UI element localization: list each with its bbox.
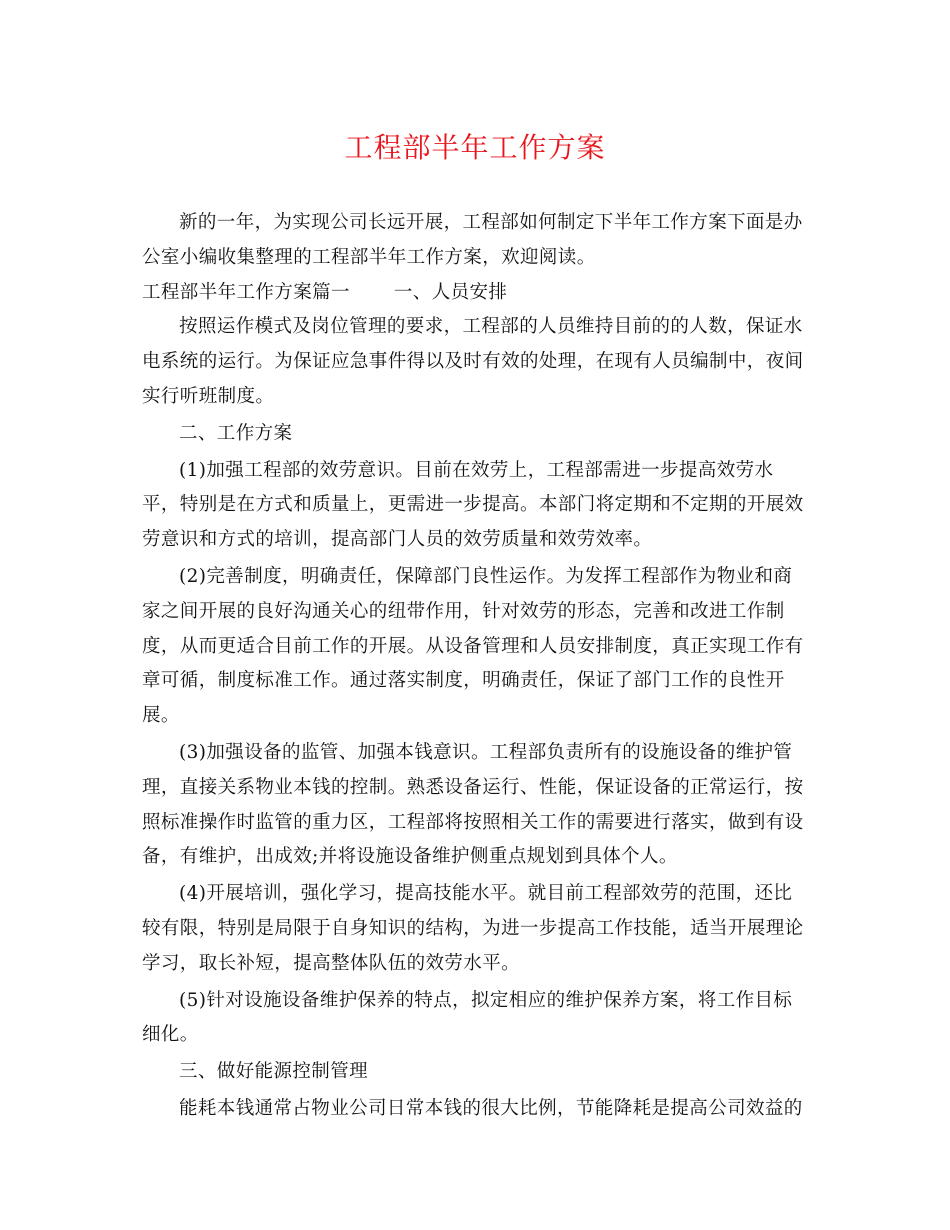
paragraph-item-5: (5)针对设施设备维护保养的特点，拟定相应的维护保养方案，将工作目标细化。	[142, 989, 793, 1046]
document-body	[142, 206, 810, 1127]
paragraph-item-2: (2)完善制度，明确责任，保障部门良性运作。为发挥工程部作为物业和商家之间开展的良好沟通关心的纽带作用，针对效劳的形态，完善和改进工作制度，从而更适合目前工作的开展。从设备管理和人员安排制度，真正实现工作有章可循，制度标准工作。通过落实制度，明确责任，保证了部门工作的良性开展。	[142, 565, 804, 727]
intro-paragraph: 新的一年，为实现公司长远开展，工程部如何制定下半年工作方案下面是办公室小编收集整理的工程部半年工作方案，欢迎阅读。	[142, 212, 803, 268]
section-heading-line	[142, 276, 810, 311]
paragraph-energy: 能耗本钱通常占物业公司日常本钱的很大比例，节能降耗是提高公司效益的	[179, 1097, 803, 1119]
paragraph-item-3: (3)加强设备的监管、加强本钱意识。工程部负责所有的设施设备的维护管理，直接关系物业本钱的控制。熟悉设备运行、性能，保证设备的正常运行，按照标准操作时监管的重力区，工程部将按照相关工作的需要进行落实，做到有设备，有维护，出成效;并将设施设备维护侧重点规划到具体个人。	[142, 741, 804, 868]
article-subtitle: 工程部半年工作方案篇一	[142, 281, 350, 303]
paragraph-item-4: (4)开展培训，强化学习，提高技能水平。就目前工程部效劳的范围，还比较有限，特别是局限于自身知识的结构，为进一步提高工作技能，适当开展理论学习，取长补短，提高整体队伍的效劳水平。	[142, 883, 804, 974]
section-heading-work-plan: 二、工作方案	[179, 422, 293, 444]
paragraph-staffing: 按照运作模式及岗位管理的要求，工程部的人员维持目前的的人数，保证水电系统的运行。为保证应急事件得以及时有效的处理，在现有人员编制中，夜间实行听班制度。	[142, 316, 804, 407]
section-heading-energy: 三、做好能源控制管理	[179, 1061, 369, 1083]
section-heading-staffing: 一、人员安排	[393, 281, 508, 303]
paragraph-item-1: (1)加强工程部的效劳意识。目前在效劳上，工程部需进一步提高效劳水平，特别是在方式和质量上，更需进一步提高。本部门将定期和不定期的开展效劳意识和方式的培训，提高部门人员的效劳质量和效劳效率。	[142, 459, 804, 551]
document-title: 工程部半年工作方案	[344, 131, 606, 164]
